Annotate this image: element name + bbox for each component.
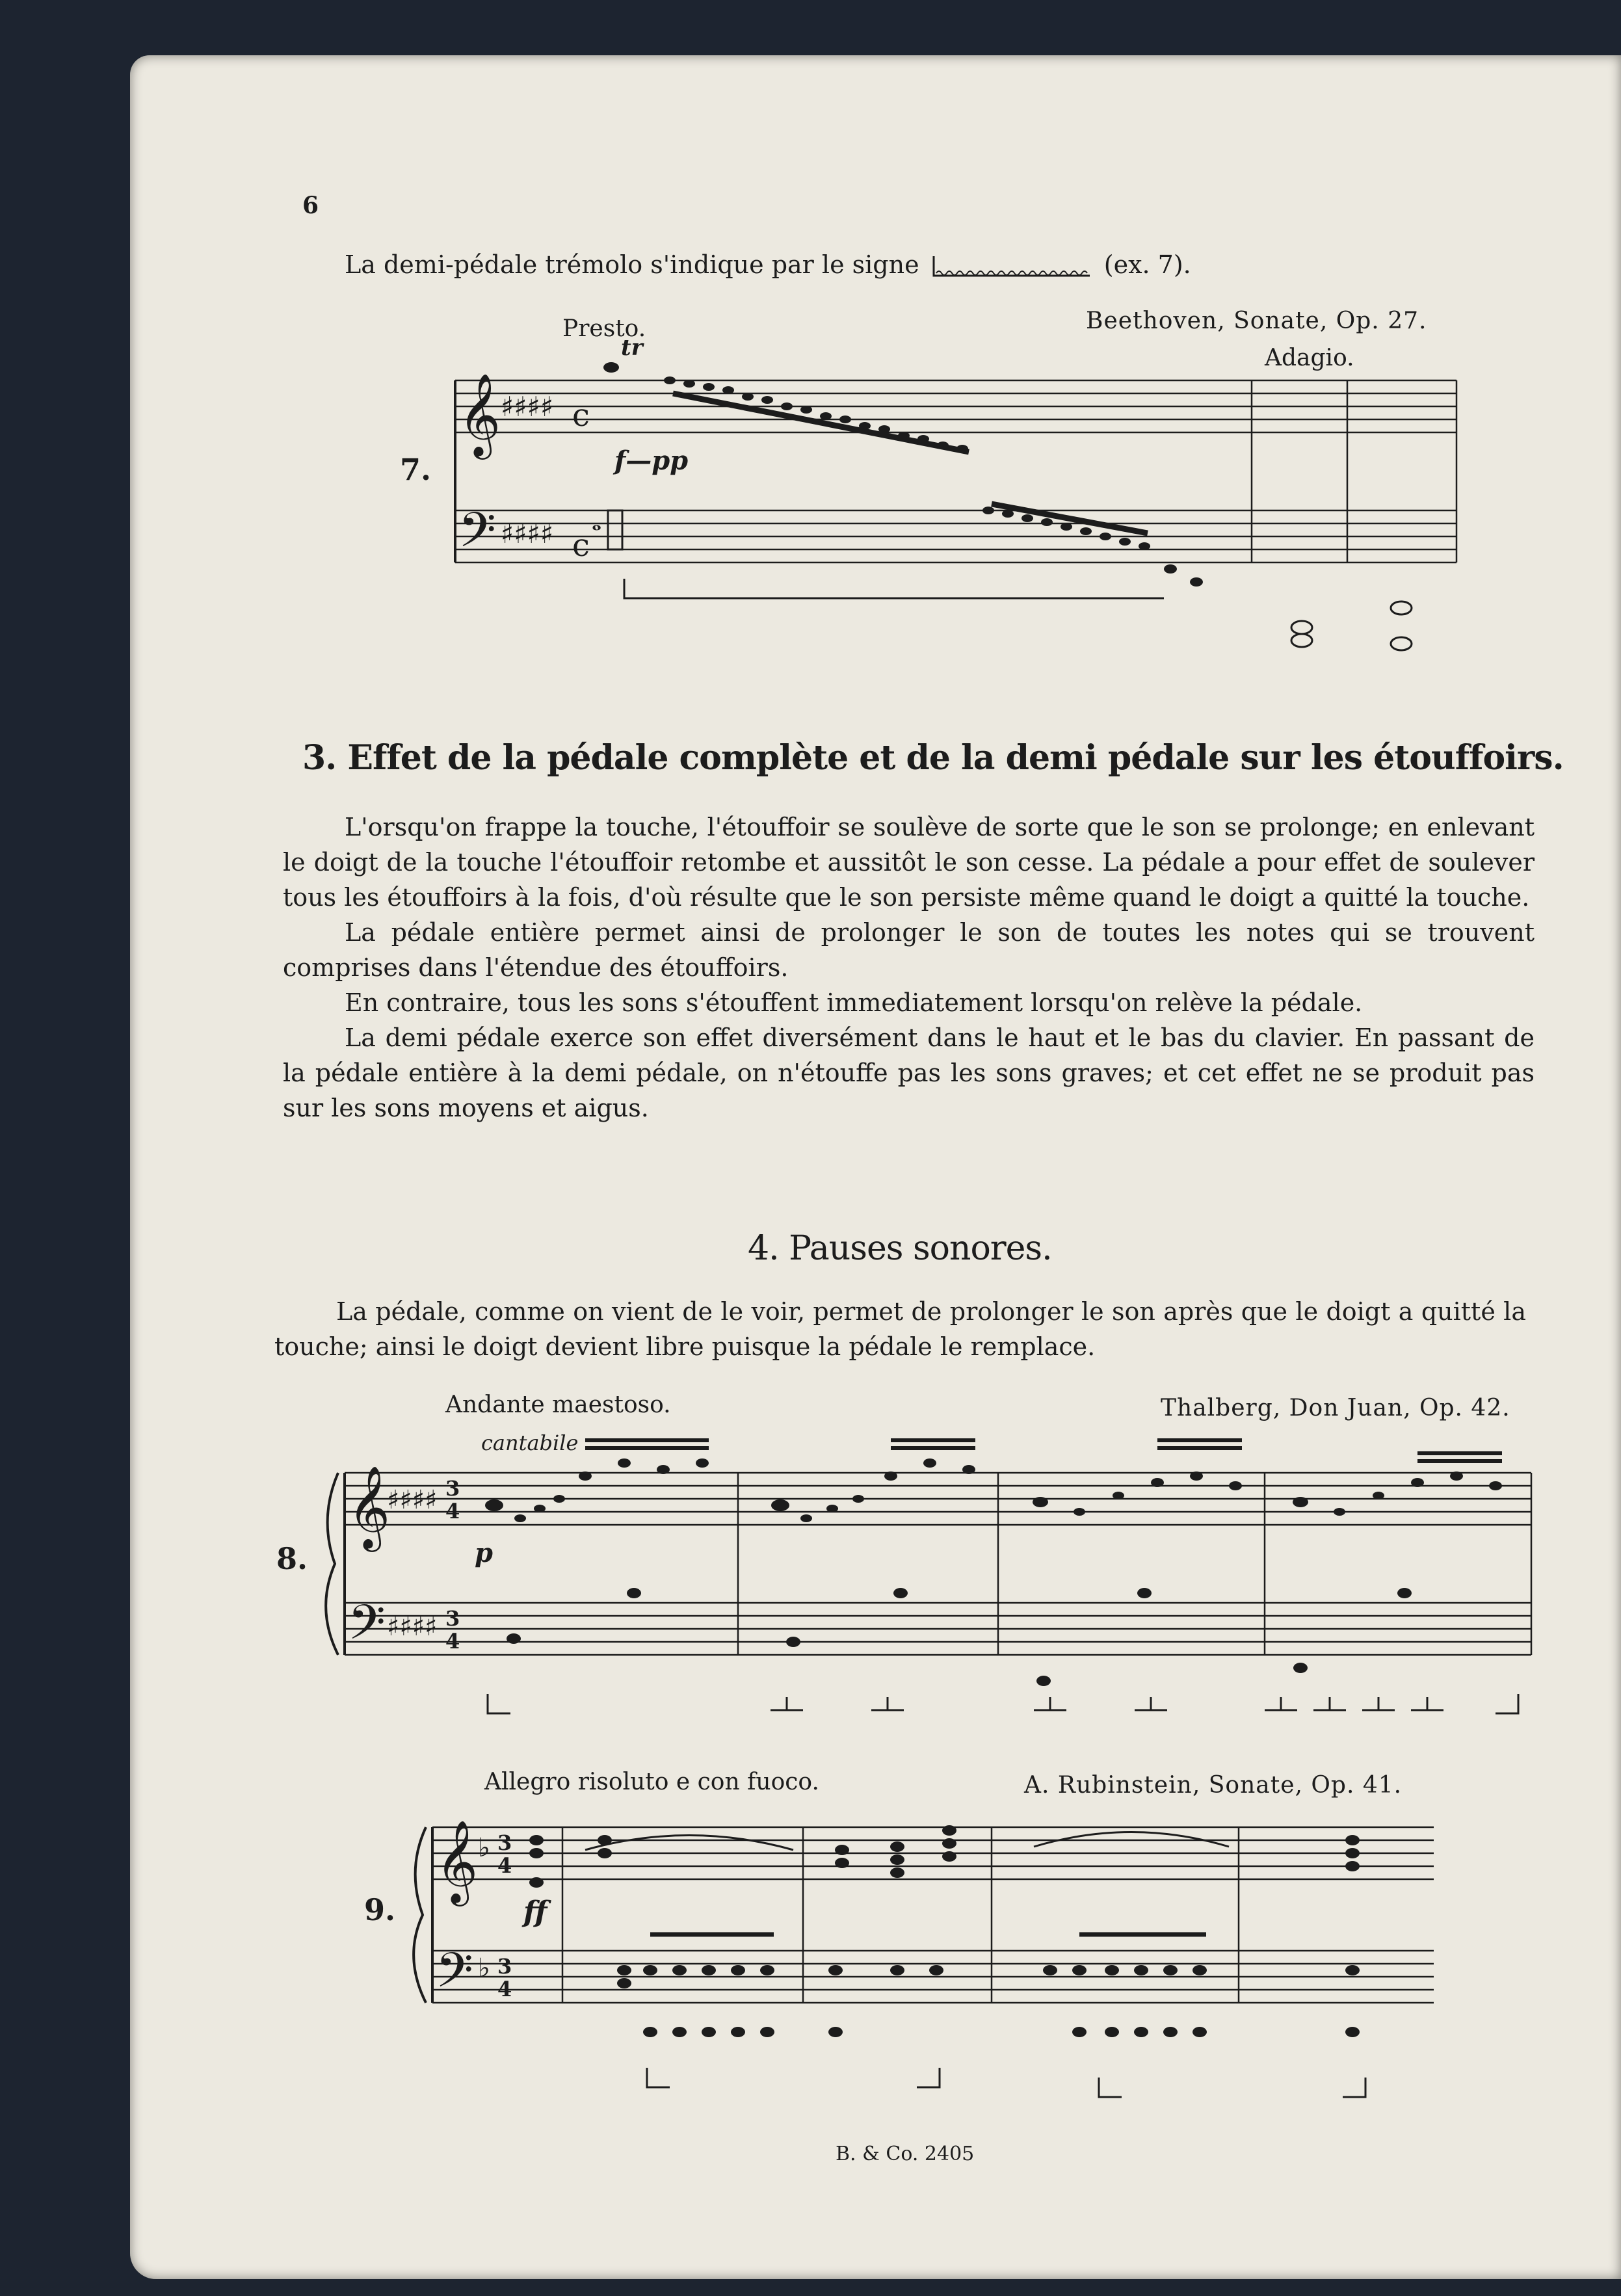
score-page xyxy=(130,55,1621,2279)
svg-text:𝄞: 𝄞 xyxy=(436,1819,479,1903)
ex7-trill: tr xyxy=(621,335,643,361)
section4-paragraph: La pédale, comme on vient de le voir, permet de prolonger le son après que le doigt a quitté la touche; ainsi le doigt devient libre puisque la pédale le remplace. xyxy=(274,1297,1526,1361)
svg-text:𝄢: 𝄢 xyxy=(348,1594,386,1663)
ex8-credit: Thalberg, Don Juan, Op. 42. xyxy=(1161,1395,1510,1421)
svg-text:𝄞: 𝄞 xyxy=(348,1465,391,1548)
svg-text:♭: ♭ xyxy=(478,1833,490,1863)
section3-paragraph-2: La pédale entière permet ainsi de prolonger le son de toutes les notes qui se trouvent comprises dans l'étendue des étouffoirs. xyxy=(283,918,1535,982)
svg-text:𝄢: 𝄢 xyxy=(436,1942,473,2011)
section3-paragraph-1: L'orsqu'on frappe la touche, l'étouffoir se soulève de sorte que le son se prolonge; en enlevant le doigt de la touche l'étouffoir retombe et aussitôt le son cesse. La pédale a pour effet de soulever tous les étouffoirs à la fois, d'où résulte que le son persiste même quand le doigt a quitté la touche. xyxy=(283,813,1535,912)
svg-text:𝄢: 𝄢 xyxy=(458,502,496,570)
svg-text:3: 3 xyxy=(445,1476,460,1501)
ex8-number: 8. xyxy=(276,1541,308,1576)
ex8-tempo: Andante maestoso. xyxy=(445,1392,671,1418)
svg-text:3: 3 xyxy=(445,1606,460,1631)
ex9-notation xyxy=(130,55,1621,2279)
ex7-credit: Beethoven, Sonate, Op. 27. xyxy=(1086,308,1427,334)
ex7-tempo-adagio: Adagio. xyxy=(1265,345,1354,371)
intro-after: (ex. 7). xyxy=(1103,250,1191,279)
ex9-number: 9. xyxy=(364,1892,396,1927)
svg-text:𝄞: 𝄞 xyxy=(458,373,501,456)
svg-text:4: 4 xyxy=(497,1977,512,2001)
svg-text:c: c xyxy=(572,527,590,564)
svg-text:c: c xyxy=(572,397,590,434)
ex9-credit: A. Rubinstein, Sonate, Op. 41. xyxy=(1024,1772,1403,1799)
section3-paragraph-4: La demi pédale exerce son effet diversément dans le haut et le bas du clavier. En passant de la pédale entière à la demi pédale, on n'étouffe pas les sons graves; et cet effet ne se produit pas sur les sons moyens et aigus. xyxy=(283,1023,1535,1122)
svg-text:4: 4 xyxy=(445,1499,460,1524)
ex8-dynamic: p xyxy=(475,1538,493,1568)
ex9-tempo: Allegro risoluto e con fuoco. xyxy=(484,1769,819,1795)
svg-text:♯♯♯♯: ♯♯♯♯ xyxy=(501,518,554,549)
ex9-dynamic: ff xyxy=(523,1895,547,1929)
plate-number: B. & Co. 2405 xyxy=(836,2143,975,2165)
svg-text:♯♯♯♯: ♯♯♯♯ xyxy=(501,391,554,423)
svg-text:♯♯♯♯: ♯♯♯♯ xyxy=(387,1485,438,1515)
svg-text:4: 4 xyxy=(497,1853,512,1878)
ex8-expression: cantabile xyxy=(481,1431,579,1455)
svg-text:3: 3 xyxy=(497,1954,512,1979)
ex7-tempo: Presto. xyxy=(562,315,646,342)
page-number: 6 xyxy=(302,192,319,219)
ex7-number: 7. xyxy=(400,452,432,487)
ex7-dynamics: f—pp xyxy=(614,445,689,476)
svg-text:♯♯♯♯: ♯♯♯♯ xyxy=(387,1612,438,1642)
svg-text:3: 3 xyxy=(497,1830,512,1855)
section3-paragraph-3: En contraire, tous les sons s'étouffent immediatement lorsqu'on relève la pédale. xyxy=(345,988,1363,1017)
section3-heading: 3. Effet de la pédale complète et de la demi pédale sur les étouffoirs. xyxy=(302,738,1564,778)
svg-text:4: 4 xyxy=(445,1629,460,1654)
section4-heading: 4. Pauses sonores. xyxy=(748,1229,1052,1268)
intro-text: La demi-pédale trémolo s'indique par le signe xyxy=(345,250,919,279)
svg-text:𝅝: 𝅝 xyxy=(592,507,602,536)
svg-text:♭: ♭ xyxy=(478,1953,490,1983)
